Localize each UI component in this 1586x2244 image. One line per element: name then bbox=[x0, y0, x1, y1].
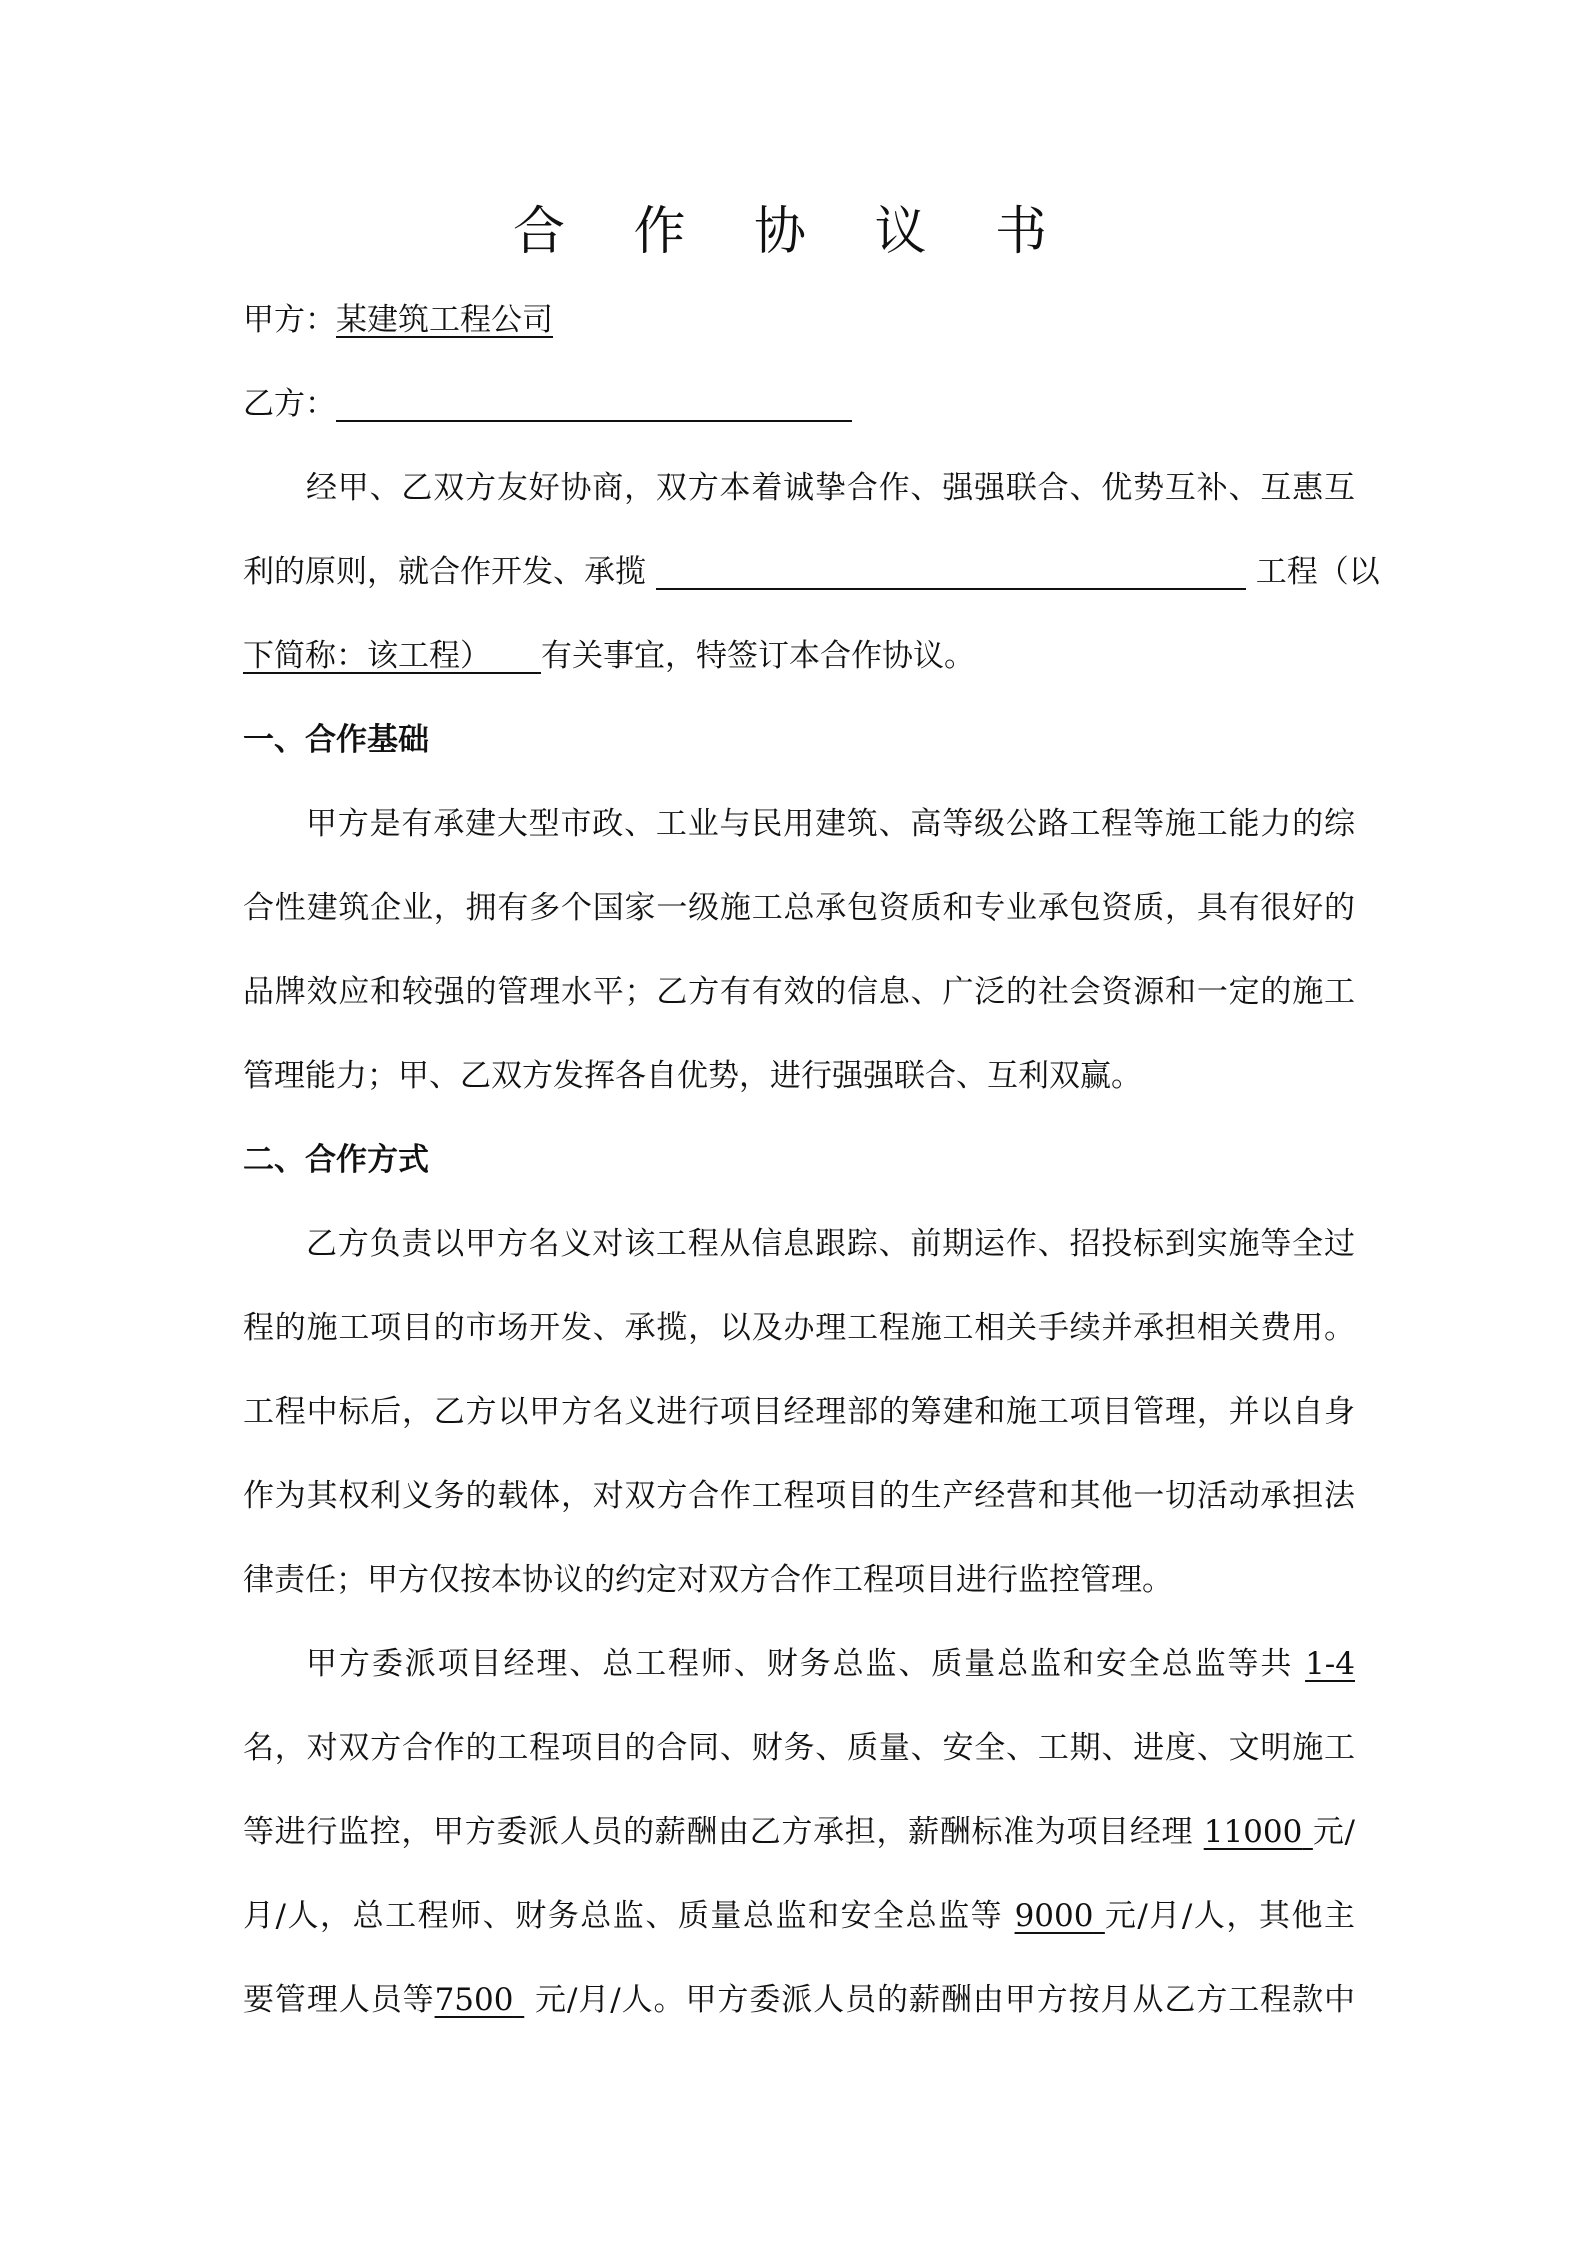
staff-salary-group bbox=[243, 1982, 524, 2018]
section-2-p1-line: 律责任；甲方仅按本协议的约定对双方合作工程项目进行监控管理。 bbox=[243, 1562, 1173, 1598]
party-a-value: 某建筑工程公司 bbox=[336, 302, 553, 338]
section-2-p1-line: 工程中标后，乙方以甲方名义进行项目经理部的筹建和施工项目管理，并以自身 bbox=[243, 1394, 1355, 1430]
section-1-line: 合性建筑企业，拥有多个国家一级施工总承包资质和专业承包资质，具有很好的 bbox=[243, 890, 1355, 926]
section-2-p1-line: 程的施工项目的市场开发、承揽，以及办理工程施工相关手续并承担相关费用。 bbox=[243, 1310, 1355, 1346]
staff-salary-unit: 元/月/人。甲方委派人员的薪酬由甲方按月从乙方工程款中 bbox=[535, 1982, 1355, 2018]
section-1-line: 品牌效应和较强的管理水平；乙方有有效的信息、广泛的社会资源和一定的施工 bbox=[243, 974, 1355, 1010]
staff-salary-text: 要管理人员等 bbox=[243, 1982, 435, 2018]
staff-salary-value: 7500 bbox=[434, 1982, 514, 2018]
party-a-label: 甲方： bbox=[243, 302, 336, 338]
director-salary-text: 月/人，总工程师、财务总监、质量总监和安全总监等 bbox=[243, 1898, 1004, 1934]
section-2-p2-line-4 bbox=[243, 1894, 1355, 1938]
staff-salary-gap bbox=[513, 1982, 524, 2018]
pm-salary-unit: 元/ bbox=[1312, 1814, 1355, 1850]
section-2-p1-line: 作为其权利义务的载体，对双方合作工程项目的生产经营和其他一切活动承担法 bbox=[243, 1478, 1355, 1514]
pm-salary-text: 等进行监控，甲方委派人员的薪酬由乙方承担，薪酬标准为项目经理 bbox=[243, 1814, 1194, 1850]
staff-count-value: 1-4 bbox=[1305, 1646, 1355, 1682]
party-b-label: 乙方： bbox=[243, 386, 336, 422]
intro-line-2 bbox=[243, 550, 1380, 594]
director-salary-group bbox=[1015, 1898, 1355, 1934]
project-name-blank bbox=[656, 556, 1246, 590]
intro-line-3 bbox=[243, 634, 975, 678]
section-1-line: 甲方是有承建大型市政、工业与民用建筑、高等级公路工程等施工能力的综 bbox=[306, 806, 1355, 842]
intro-line-2-post: 工程（以 bbox=[1255, 554, 1380, 590]
staff-count-text: 甲方委派项目经理、总工程师、财务总监、质量总监和安全总监等共 bbox=[306, 1646, 1294, 1682]
director-salary-gap bbox=[1093, 1898, 1104, 1934]
section-2-p2-line-3 bbox=[243, 1810, 1355, 1854]
document-title: 合 作 协 议 书 bbox=[512, 202, 1074, 262]
director-salary-value: 9000 bbox=[1014, 1898, 1094, 1934]
section-2-p1-line: 乙方负责以甲方名义对该工程从信息跟踪、前期运作、招投标到实施等全过 bbox=[306, 1226, 1355, 1262]
section-1-line: 管理能力；甲、乙双方发挥各自优势，进行强强联合、互利双赢。 bbox=[243, 1058, 1142, 1094]
intro-line-3-underlined: 下简称：该工程） bbox=[243, 638, 491, 674]
section-2-heading: 二、合作方式 bbox=[243, 1142, 429, 1178]
pm-salary-value: 11000 bbox=[1203, 1814, 1303, 1850]
intro-line-1: 经甲、乙双方友好协商，双方本着诚挚合作、强强联合、优势互补、互惠互 bbox=[306, 470, 1355, 506]
party-b-blank bbox=[336, 388, 852, 422]
party-a-line bbox=[243, 298, 553, 342]
director-salary-unit: 元/月/人，其他主 bbox=[1104, 1898, 1355, 1934]
pm-salary-group bbox=[1204, 1814, 1355, 1850]
section-2-p2-line-1 bbox=[306, 1642, 1355, 1686]
party-b-line bbox=[243, 382, 852, 426]
section-1-heading: 一、合作基础 bbox=[243, 722, 429, 758]
intro-line-3-post: 有关事宜，特签订本合作协议。 bbox=[541, 638, 975, 674]
section-2-p2-line-2: 名，对双方合作的工程项目的合同、财务、质量、安全、工期、进度、文明施工 bbox=[243, 1730, 1355, 1766]
pm-salary-gap bbox=[1302, 1814, 1313, 1850]
intro-line-2-pre: 利的原则，就合作开发、承揽 bbox=[243, 554, 646, 590]
intro-line-3-blank bbox=[491, 640, 541, 674]
section-2-p2-line-5 bbox=[243, 1978, 1355, 2022]
